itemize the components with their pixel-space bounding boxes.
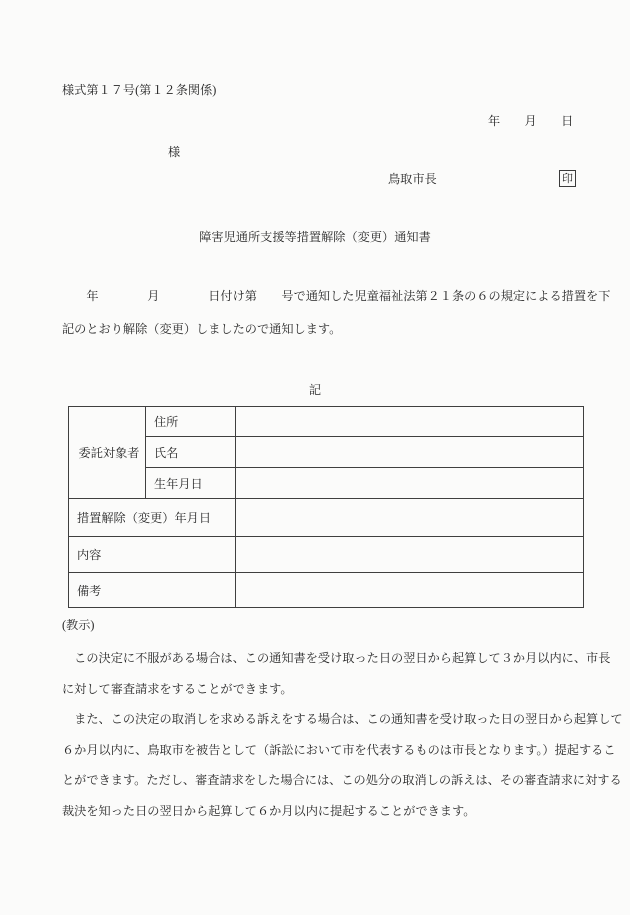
notice-line: この決定に不服がある場合は、この通知書を受け取った日の翌日から起算して３か月以内に、市長: [62, 651, 611, 665]
table-row: [69, 573, 584, 608]
table-label-content: 内容: [69, 537, 236, 573]
notice-line: また、この決定の取消しを求める訴えをする場合は、この通知書を受け取った日の翌日から起算して: [62, 712, 623, 726]
table-row: [69, 468, 584, 499]
form-table: [68, 406, 584, 608]
record-marker: 記: [308, 383, 322, 397]
addressee-suffix: 様: [168, 145, 181, 159]
seal-box: [559, 170, 576, 187]
body-line: 記のとおり解除（変更）しましたので通知します。: [62, 322, 342, 336]
table-row: [69, 537, 584, 573]
table-value-cancel-date: [236, 499, 584, 537]
table-row: [69, 499, 584, 537]
table-label-name: 氏名: [146, 437, 236, 468]
table-value-content: [236, 537, 584, 573]
form-number: 様式第１７号(第１２条関係): [62, 83, 217, 97]
table-group-label: 委託対象者: [69, 407, 146, 499]
notice-line: に対して審査請求をすることができます。: [62, 682, 293, 696]
seal-mark: 印: [562, 173, 573, 185]
notice-line: 裁決を知った日の翌日から起算して６か月以内に提起することができます。: [62, 804, 476, 818]
table-value-remarks: [236, 573, 584, 608]
notice-line: とができます。ただし、審査請求をした場合には、この処分の取消しの訴えは、その審査請求に対する: [62, 773, 622, 787]
notice-heading: (教示): [62, 618, 95, 632]
table-label-address: 住所: [146, 407, 236, 437]
table-value-birthdate: [236, 468, 584, 499]
table-row: [69, 407, 584, 437]
table-label-remarks: 備考: [69, 573, 236, 608]
body-line: 年 月 日付け第 号で通知した児童福祉法第２１条の６の規定による措置を下: [62, 289, 611, 303]
table-label-cancel-date: 措置解除（変更）年月日: [69, 499, 236, 537]
table-value-name: [236, 437, 584, 468]
date-line: 年 月 日: [488, 114, 574, 128]
table-row: [69, 437, 584, 468]
document-title: 障害児通所支援等措置解除（変更）通知書: [199, 230, 431, 244]
sender-name: 鳥取市長: [388, 172, 437, 186]
table-value-address: [236, 407, 584, 437]
table-label-birthdate: 生年月日: [146, 468, 236, 499]
notice-line: ６か月以内に、鳥取市を被告として（訴訟において市を代表するものは市長となります。）提起するこ: [62, 743, 616, 757]
